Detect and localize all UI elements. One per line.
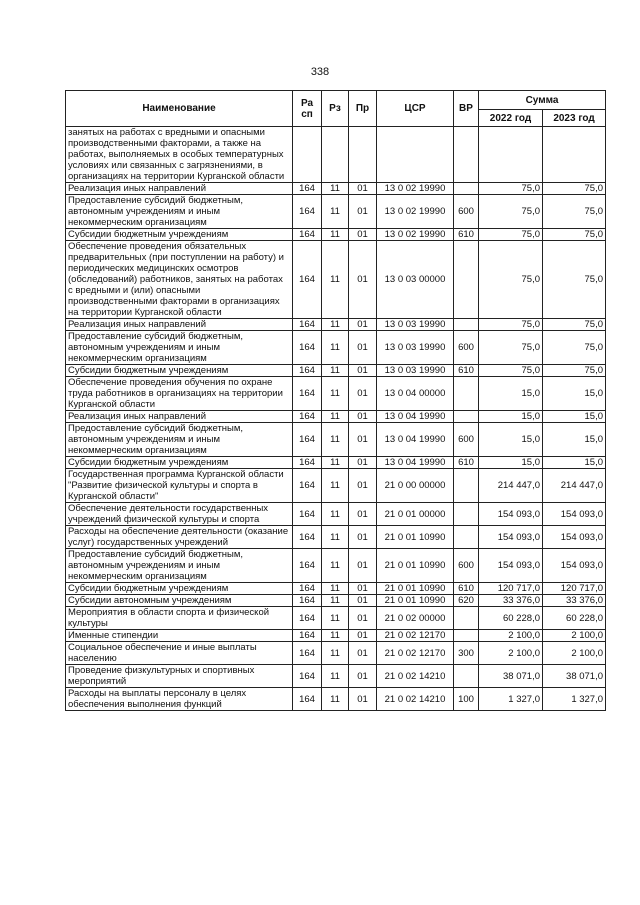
- cell-sum-2023: 15,0: [543, 457, 606, 469]
- cell-sum-2023: 1 327,0: [543, 688, 606, 711]
- cell-sum-2022: 33 376,0: [479, 595, 543, 607]
- cell-pr: 01: [349, 423, 377, 457]
- cell-csr: [377, 127, 454, 183]
- cell-sum-2023: 75,0: [543, 319, 606, 331]
- cell-sum-2022: 60 228,0: [479, 607, 543, 630]
- cell-sum-2023: 75,0: [543, 229, 606, 241]
- cell-name: Субсидии бюджетным учреждениям: [66, 365, 293, 377]
- cell-pr: 01: [349, 595, 377, 607]
- cell-sum-2022: 75,0: [479, 183, 543, 195]
- cell-csr: 21 0 01 10990: [377, 549, 454, 583]
- cell-rz: 11: [322, 457, 349, 469]
- table-row: [66, 630, 606, 642]
- cell-csr: 13 0 02 19990: [377, 195, 454, 229]
- cell-rz: 11: [322, 688, 349, 711]
- cell-name: Субсидии автономным учреждениям: [66, 595, 293, 607]
- cell-name: Социальное обеспечение и иные выплаты населению: [66, 642, 293, 665]
- table-row: [66, 457, 606, 469]
- cell-pr: 01: [349, 457, 377, 469]
- cell-pr: 01: [349, 642, 377, 665]
- cell-vr: [454, 607, 479, 630]
- header-name: Наименование: [66, 91, 293, 127]
- cell-sum-2023: 75,0: [543, 365, 606, 377]
- cell-sum-2023: 154 093,0: [543, 503, 606, 526]
- header-pr: Пр: [349, 91, 377, 127]
- cell-pr: 01: [349, 526, 377, 549]
- cell-rz: 11: [322, 607, 349, 630]
- cell-vr: 610: [454, 457, 479, 469]
- cell-name: Именные стипендии: [66, 630, 293, 642]
- table-row: [66, 365, 606, 377]
- cell-name: Обеспечение проведения обучения по охране труда работников в организациях на территории Курганской области: [66, 377, 293, 411]
- cell-pr: 01: [349, 229, 377, 241]
- cell-pr: 01: [349, 665, 377, 688]
- header-vr: ВР: [454, 91, 479, 127]
- cell-rz: 11: [322, 665, 349, 688]
- table-row: [66, 331, 606, 365]
- cell-sum-2022: 38 071,0: [479, 665, 543, 688]
- table-row: [66, 688, 606, 711]
- cell-name: Расходы на обеспечение деятельности (оказание услуг) государственных учреждений: [66, 526, 293, 549]
- cell-sum-2023: 2 100,0: [543, 642, 606, 665]
- cell-rz: 11: [322, 642, 349, 665]
- cell-rasp: 164: [293, 365, 322, 377]
- cell-rasp: 164: [293, 457, 322, 469]
- cell-sum-2022: 2 100,0: [479, 630, 543, 642]
- cell-sum-2023: 75,0: [543, 331, 606, 365]
- cell-sum-2022: 15,0: [479, 411, 543, 423]
- cell-rasp: 164: [293, 183, 322, 195]
- cell-csr: 13 0 04 19990: [377, 411, 454, 423]
- cell-rasp: 164: [293, 630, 322, 642]
- table-row: [66, 583, 606, 595]
- cell-sum-2022: 75,0: [479, 365, 543, 377]
- cell-rasp: 164: [293, 503, 322, 526]
- cell-vr: 100: [454, 688, 479, 711]
- table-row: [66, 642, 606, 665]
- table-row: [66, 526, 606, 549]
- cell-pr: 01: [349, 583, 377, 595]
- cell-rasp: 164: [293, 549, 322, 583]
- cell-sum-2023: 2 100,0: [543, 630, 606, 642]
- cell-pr: 01: [349, 319, 377, 331]
- cell-vr: [454, 377, 479, 411]
- cell-sum-2022: 154 093,0: [479, 549, 543, 583]
- cell-name: Расходы на выплаты персоналу в целях обеспечения выполнения функций: [66, 688, 293, 711]
- cell-pr: 01: [349, 630, 377, 642]
- cell-rasp: 164: [293, 411, 322, 423]
- cell-csr: 21 0 00 00000: [377, 469, 454, 503]
- cell-rasp: 164: [293, 688, 322, 711]
- header-year-2023: 2023 год: [543, 110, 606, 127]
- table-row: [66, 503, 606, 526]
- cell-sum-2023: 75,0: [543, 241, 606, 319]
- cell-rasp: 164: [293, 469, 322, 503]
- cell-name: Субсидии бюджетным учреждениям: [66, 583, 293, 595]
- cell-vr: 600: [454, 195, 479, 229]
- cell-rasp: 164: [293, 583, 322, 595]
- table-row: [66, 319, 606, 331]
- cell-vr: [454, 411, 479, 423]
- cell-rasp: 164: [293, 229, 322, 241]
- cell-pr: 01: [349, 241, 377, 319]
- table-row: [66, 423, 606, 457]
- table-row: [66, 195, 606, 229]
- cell-sum-2022: 15,0: [479, 423, 543, 457]
- cell-csr: 21 0 02 00000: [377, 607, 454, 630]
- cell-sum-2022: 1 327,0: [479, 688, 543, 711]
- cell-rz: 11: [322, 526, 349, 549]
- table-row: [66, 549, 606, 583]
- cell-csr: 21 0 02 14210: [377, 665, 454, 688]
- cell-rz: 11: [322, 241, 349, 319]
- table-row: [66, 607, 606, 630]
- table-row: [66, 183, 606, 195]
- cell-csr: 21 0 02 12170: [377, 630, 454, 642]
- cell-sum-2023: [543, 127, 606, 183]
- cell-sum-2022: 75,0: [479, 319, 543, 331]
- budget-table: [65, 90, 606, 711]
- cell-rz: 11: [322, 630, 349, 642]
- cell-pr: 01: [349, 411, 377, 423]
- cell-rasp: 164: [293, 319, 322, 331]
- cell-name: Обеспечение проведения обязательных предварительных (при поступлении на работу) и периодических медицинских осмотров (обследований) работников, занятых на работах с вредными и (или) опасными производственными факторами в организациях на территории Курганской области: [66, 241, 293, 319]
- cell-vr: [454, 503, 479, 526]
- table-row: [66, 127, 606, 183]
- cell-sum-2023: 38 071,0: [543, 665, 606, 688]
- cell-sum-2022: 75,0: [479, 241, 543, 319]
- cell-rasp: 164: [293, 642, 322, 665]
- cell-name: Предоставление субсидий бюджетным, автономным учреждениям и иным некоммерческим организациям: [66, 195, 293, 229]
- table-body: [66, 127, 606, 711]
- cell-sum-2022: 75,0: [479, 331, 543, 365]
- cell-vr: 610: [454, 583, 479, 595]
- cell-rz: 11: [322, 503, 349, 526]
- cell-name: Предоставление субсидий бюджетным, автономным учреждениям и иным некоммерческим организациям: [66, 331, 293, 365]
- cell-rasp: 164: [293, 526, 322, 549]
- cell-sum-2023: 154 093,0: [543, 549, 606, 583]
- cell-rasp: 164: [293, 595, 322, 607]
- cell-sum-2022: 75,0: [479, 229, 543, 241]
- cell-vr: 610: [454, 365, 479, 377]
- cell-vr: 620: [454, 595, 479, 607]
- cell-rasp: 164: [293, 195, 322, 229]
- cell-csr: 21 0 01 10990: [377, 595, 454, 607]
- cell-csr: 21 0 01 10990: [377, 526, 454, 549]
- cell-csr: 13 0 02 19990: [377, 183, 454, 195]
- page-number: 338: [310, 66, 330, 78]
- cell-csr: 21 0 01 10990: [377, 583, 454, 595]
- cell-name: Предоставление субсидий бюджетным, автономным учреждениям и иным некоммерческим организациям: [66, 549, 293, 583]
- cell-vr: 300: [454, 642, 479, 665]
- cell-csr: 13 0 02 19990: [377, 229, 454, 241]
- cell-csr: 13 0 03 19990: [377, 319, 454, 331]
- cell-sum-2022: 154 093,0: [479, 503, 543, 526]
- cell-pr: 01: [349, 469, 377, 503]
- cell-rz: 11: [322, 469, 349, 503]
- cell-sum-2023: 60 228,0: [543, 607, 606, 630]
- cell-rz: 11: [322, 549, 349, 583]
- cell-rz: 11: [322, 583, 349, 595]
- cell-sum-2022: [479, 127, 543, 183]
- cell-name: Субсидии бюджетным учреждениям: [66, 457, 293, 469]
- cell-pr: [349, 127, 377, 183]
- cell-sum-2022: 15,0: [479, 377, 543, 411]
- cell-rz: 11: [322, 229, 349, 241]
- cell-name: Мероприятия в области спорта и физической культуры: [66, 607, 293, 630]
- cell-csr: 13 0 03 00000: [377, 241, 454, 319]
- header-rasp: Ра сп: [293, 91, 322, 127]
- cell-rasp: [293, 127, 322, 183]
- cell-vr: [454, 469, 479, 503]
- cell-sum-2022: 15,0: [479, 457, 543, 469]
- cell-sum-2023: 120 717,0: [543, 583, 606, 595]
- cell-pr: 01: [349, 377, 377, 411]
- header-csr: ЦСР: [377, 91, 454, 127]
- cell-name: Субсидии бюджетным учреждениям: [66, 229, 293, 241]
- cell-name: Государственная программа Курганской области "Развитие физической культуры и спорта в Курганской области": [66, 469, 293, 503]
- table-row: [66, 229, 606, 241]
- cell-pr: 01: [349, 607, 377, 630]
- cell-sum-2022: 214 447,0: [479, 469, 543, 503]
- cell-rz: 11: [322, 377, 349, 411]
- cell-name: Обеспечение деятельности государственных учреждений физической культуры и спорта: [66, 503, 293, 526]
- cell-pr: 01: [349, 688, 377, 711]
- table-row: [66, 377, 606, 411]
- cell-rasp: 164: [293, 423, 322, 457]
- cell-sum-2022: 75,0: [479, 195, 543, 229]
- cell-name: Реализация иных направлений: [66, 411, 293, 423]
- table-row: [66, 241, 606, 319]
- cell-rz: [322, 127, 349, 183]
- cell-name: Реализация иных направлений: [66, 183, 293, 195]
- cell-pr: 01: [349, 549, 377, 583]
- cell-name: Предоставление субсидий бюджетным, автономным учреждениям и иным некоммерческим организациям: [66, 423, 293, 457]
- cell-sum-2023: 75,0: [543, 183, 606, 195]
- cell-csr: 13 0 04 19990: [377, 423, 454, 457]
- cell-sum-2023: 75,0: [543, 195, 606, 229]
- cell-name: Проведение физкультурных и спортивных мероприятий: [66, 665, 293, 688]
- cell-rz: 11: [322, 331, 349, 365]
- cell-vr: 600: [454, 331, 479, 365]
- cell-pr: 01: [349, 503, 377, 526]
- cell-rz: 11: [322, 411, 349, 423]
- cell-vr: 610: [454, 229, 479, 241]
- cell-rasp: 164: [293, 665, 322, 688]
- cell-csr: 21 0 02 12170: [377, 642, 454, 665]
- cell-pr: 01: [349, 365, 377, 377]
- cell-csr: 13 0 04 19990: [377, 457, 454, 469]
- cell-csr: 13 0 03 19990: [377, 331, 454, 365]
- cell-sum-2023: 33 376,0: [543, 595, 606, 607]
- cell-rz: 11: [322, 195, 349, 229]
- cell-sum-2023: 214 447,0: [543, 469, 606, 503]
- cell-vr: [454, 319, 479, 331]
- cell-csr: 21 0 02 14210: [377, 688, 454, 711]
- cell-sum-2022: 120 717,0: [479, 583, 543, 595]
- cell-name: занятых на работах с вредными и опасными производственными факторами, а также на работах, выполняемых в особых температурных условиях или связанных с загрязнениями, в организациях на территории Курганской области: [66, 127, 293, 183]
- cell-vr: [454, 241, 479, 319]
- cell-rz: 11: [322, 183, 349, 195]
- cell-vr: [454, 127, 479, 183]
- table-row: [66, 411, 606, 423]
- header-year-2022: 2022 год: [479, 110, 543, 127]
- cell-pr: 01: [349, 331, 377, 365]
- table-row: [66, 665, 606, 688]
- cell-rz: 11: [322, 595, 349, 607]
- cell-vr: [454, 630, 479, 642]
- table-row: [66, 595, 606, 607]
- cell-rz: 11: [322, 365, 349, 377]
- cell-vr: [454, 183, 479, 195]
- cell-pr: 01: [349, 195, 377, 229]
- cell-vr: 600: [454, 549, 479, 583]
- cell-csr: 13 0 03 19990: [377, 365, 454, 377]
- header-sum: Сумма: [479, 91, 606, 110]
- cell-rz: 11: [322, 319, 349, 331]
- cell-name: Реализация иных направлений: [66, 319, 293, 331]
- cell-rz: 11: [322, 423, 349, 457]
- cell-sum-2023: 15,0: [543, 423, 606, 457]
- cell-csr: 13 0 04 00000: [377, 377, 454, 411]
- header-rz: Рз: [322, 91, 349, 127]
- cell-sum-2022: 154 093,0: [479, 526, 543, 549]
- cell-sum-2023: 154 093,0: [543, 526, 606, 549]
- table-row: [66, 469, 606, 503]
- cell-vr: [454, 665, 479, 688]
- cell-vr: [454, 526, 479, 549]
- cell-rasp: 164: [293, 607, 322, 630]
- cell-sum-2023: 15,0: [543, 411, 606, 423]
- table-header-row: [66, 91, 606, 110]
- cell-sum-2023: 15,0: [543, 377, 606, 411]
- cell-csr: 21 0 01 00000: [377, 503, 454, 526]
- cell-sum-2022: 2 100,0: [479, 642, 543, 665]
- cell-rasp: 164: [293, 377, 322, 411]
- cell-rasp: 164: [293, 331, 322, 365]
- cell-vr: 600: [454, 423, 479, 457]
- cell-pr: 01: [349, 183, 377, 195]
- cell-rasp: 164: [293, 241, 322, 319]
